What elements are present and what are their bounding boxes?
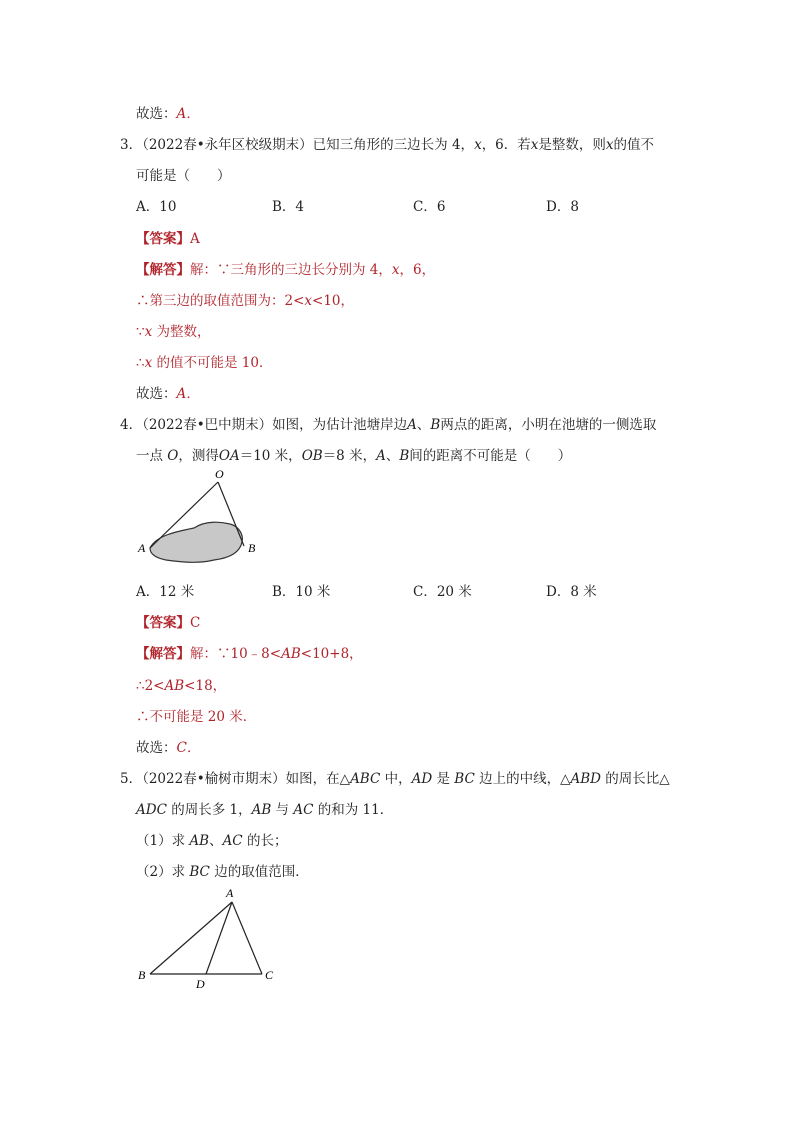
q3-option-a: A．10 (136, 199, 177, 215)
q3-option-b: B．4 (272, 199, 305, 215)
q5-part2: （2）求 BC 边的取值范围． (136, 864, 309, 880)
pond-diagram (134, 468, 274, 568)
segment-ac (232, 902, 262, 974)
q4-solution-line3: ∴不可能是 20 米． (136, 709, 257, 725)
q4-answer: 【答案】C (136, 615, 201, 631)
q5-stem-line2: ADC 的周长多 1，AB 与 AC 的和为 11． (136, 802, 394, 818)
triangle-diagram (134, 884, 284, 994)
q3-solution-line4: ∴x 的值不可能是 10． (136, 355, 273, 371)
q5-part1: （1）求 AB、AC 的长； (136, 833, 288, 849)
segment-ab (150, 902, 232, 974)
q4-option-c: C．20 米 (413, 584, 472, 600)
q5-stem-line1: 5．（2022春•榆树市期末）如图，在△ABC 中，AD 是 BC 边上的中线，△ABD 的周长比△ (120, 771, 670, 787)
label-a: A (138, 541, 146, 555)
label-c: C (265, 968, 274, 982)
q3-answer: 【答案】A (136, 231, 200, 247)
q2-final-answer: 故选：A． (136, 106, 200, 122)
pond-figure (134, 468, 274, 572)
q3-solution-line1: 【解答】解：∵三角形的三边长分别为 4，x，6， (136, 262, 436, 278)
pond-shape (150, 522, 242, 562)
q4-option-d: D．8 米 (546, 584, 597, 600)
q4-option-a: A．12 米 (136, 584, 195, 600)
label-b: B (138, 968, 146, 982)
label-d: D (196, 977, 205, 991)
label-b: B (248, 541, 256, 555)
q3-option-c: C．6 (413, 199, 446, 215)
q3-stem-line1: 3．（2022春•永年区校级期末）已知三角形的三边长为 4，x，6．若x是整数，则x的值不 (120, 137, 655, 153)
q3-final-answer: 故选：A． (136, 386, 200, 402)
q3-stem-line2: 可能是（ ） (136, 168, 231, 184)
triangle-figure (134, 884, 284, 998)
q3-solution-line2: ∴第三边的取值范围为：2<x<10， (136, 293, 355, 309)
q4-final-answer: 故选：C． (136, 740, 201, 756)
q3-option-d: D．8 (546, 199, 579, 215)
q3-solution-line3: ∵x 为整数， (136, 324, 211, 340)
q4-stem-line2: 一点 O，测得OA＝10 米，OB＝8 米，A、B间的距离不可能是（ ） (136, 448, 572, 464)
label-o: O (215, 468, 224, 481)
q4-solution-line1: 【解答】解：∵10﹣8<AB<10+8， (136, 646, 363, 662)
q4-stem-line1: 4．（2022春•巴中期末）如图，为估计池塘岸边A、B两点的距离，小明在池塘的一侧选取 (120, 417, 657, 433)
q4-option-b: B．10 米 (272, 584, 331, 600)
q4-solution-line2: ∴2<AB<18， (136, 678, 227, 694)
label-a: A (226, 886, 234, 900)
